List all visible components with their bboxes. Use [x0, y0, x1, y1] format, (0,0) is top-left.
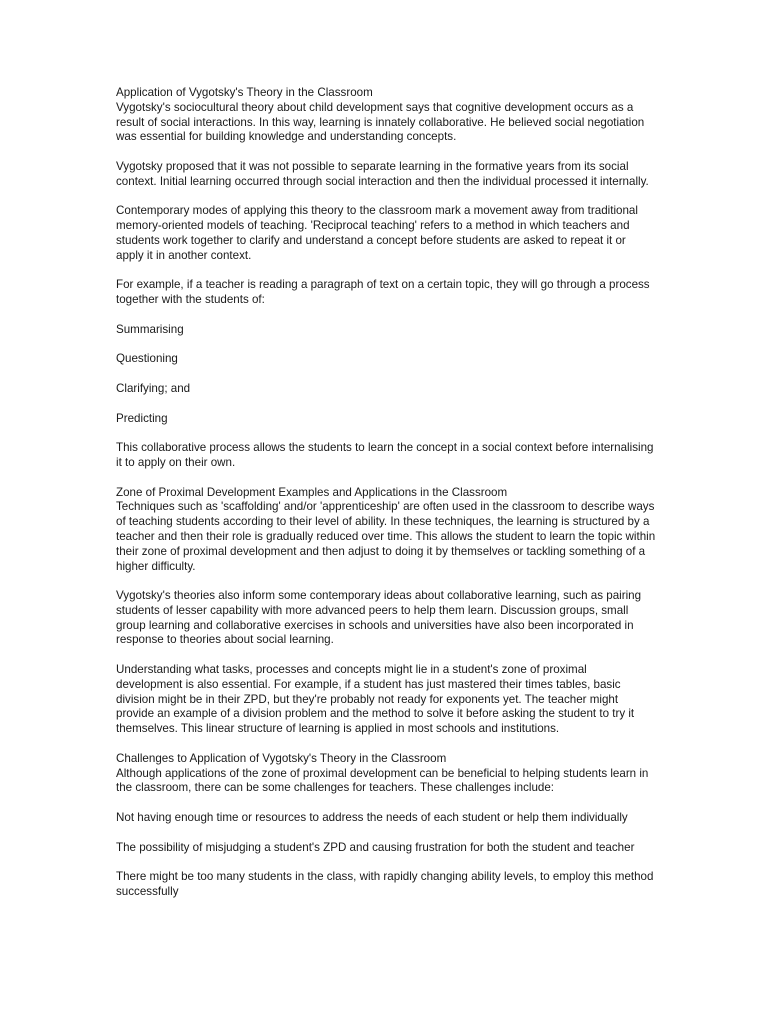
section-heading: Challenges to Application of Vygotsky's Theory in the Classroom	[116, 751, 447, 765]
list-item: Not having enough time or resources to address the needs of each student or help them individually	[116, 811, 628, 825]
list-item: The possibility of misjudging a student's ZPD and causing frustration for both the student and teacher	[116, 840, 635, 854]
paragraph: Techniques such as 'scaffolding' and/or 'apprenticeship' are often used in the classroom to describe ways of teaching students according to their level of ability. In these techniques, the learning is structured by a teacher and then their role is gradually reduced over time. This allows the student to learn the topic within their zone of proximal development and then adjust to doing it by themselves or tackling something of a higher difficulty.	[116, 500, 656, 573]
document-page	[116, 86, 656, 915]
paragraph: Vygotsky proposed that it was not possible to separate learning in the formative years from its social context. Initial learning occurred through social interaction and then the individual processed it internally.	[116, 159, 649, 188]
section-heading: Application of Vygotsky's Theory in the Classroom	[116, 86, 373, 99]
list-item: Questioning	[116, 352, 178, 366]
paragraph-block	[116, 278, 656, 308]
paragraph: Understanding what tasks, processes and concepts might lie in a student's zone of proximal development is also essential. For example, if a student has just mastered their times tables, basic division might be in their ZPD, but they're probably not ready for exponents yet. The teacher might provide an example of a division problem and the method to solve it before asking the student to try it themselves. This linear structure of learning is applied in most schools and institutions.	[116, 663, 635, 736]
paragraph-block	[116, 204, 656, 263]
paragraph: Vygotsky's theories also inform some contemporary ideas about collaborative learning, such as pairing students of lesser capability with more advanced peers to help them learn. Discussion groups, small group learning and collaborative exercises in schools and universities have also been incorporated in response to theories about social learning.	[116, 589, 642, 647]
section-challenges	[116, 752, 656, 796]
section-heading: Zone of Proximal Development Examples and Applications in the Classroom	[116, 485, 508, 499]
paragraph: This collaborative process allows the students to learn the concept in a social context before internalising it to apply on their own.	[116, 441, 654, 469]
paragraph-block	[116, 441, 656, 471]
section-application	[116, 86, 656, 145]
list-item: There might be too many students in the class, with rapidly changing ability levels, to employ this method successfully	[116, 870, 654, 899]
paragraph: Vygotsky's sociocultural theory about child development says that cognitive development occurs as a result of social interactions. In this way, learning is innately collaborative. He believed social negotiation was essential for building knowledge and understanding concepts.	[116, 100, 645, 144]
list-item: Predicting	[116, 411, 168, 425]
paragraph-block	[116, 589, 656, 648]
paragraph: Contemporary modes of applying this theory to the classroom mark a movement away from traditional memory-oriented models of teaching. 'Reciprocal teaching' refers to a method in which teachers and students work together to clarify and understand a concept before students are asked to repeat it or apply it in another context.	[116, 204, 638, 262]
paragraph-block	[116, 663, 656, 737]
list-item: Clarifying; and	[116, 381, 191, 395]
list-item: Summarising	[116, 322, 184, 336]
paragraph-block	[116, 160, 656, 190]
paragraph: For example, if a teacher is reading a paragraph of text on a certain topic, they will go through a process together with the students of:	[116, 278, 650, 307]
paragraph: Although applications of the zone of proximal development can be beneficial to helping students learn in the classroom, there can be some challenges for teachers. These challenges include:	[116, 766, 649, 795]
section-zpd	[116, 486, 656, 575]
